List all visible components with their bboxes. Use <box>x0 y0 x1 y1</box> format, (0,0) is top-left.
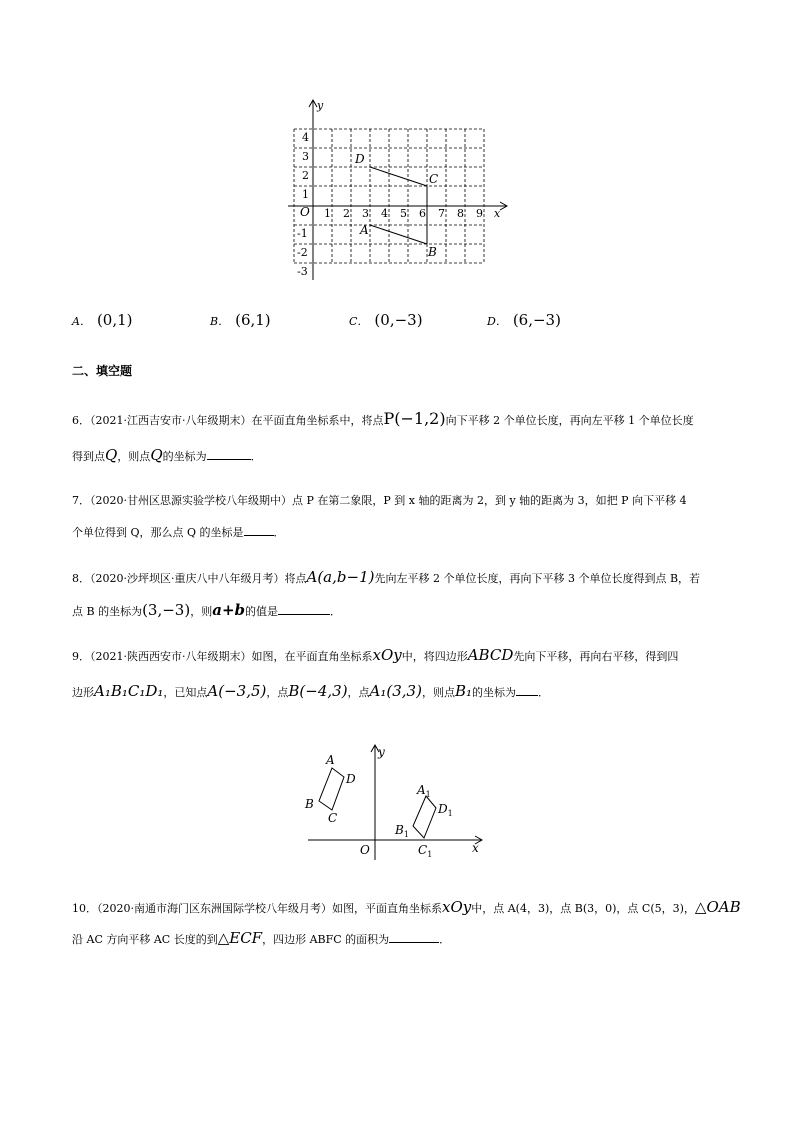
point-label-c: C <box>429 172 439 186</box>
question-6 <box>72 410 732 470</box>
question-10 <box>72 898 741 948</box>
q9-text: ，点 <box>347 686 370 699</box>
q6-math: P(−1,2) <box>383 409 446 428</box>
x-tick: 5 <box>400 207 407 220</box>
q9-math: A₁(3,3) <box>369 682 422 700</box>
question-9 <box>72 646 732 706</box>
q6-text: 得到点 <box>72 450 105 463</box>
q10-math: △OAB <box>694 898 741 916</box>
q9-text: 9．（2021·陕西西安市·八年级期末）如图，在平面直角坐标系 <box>72 650 373 663</box>
y-tick: -1 <box>297 227 308 240</box>
q10-text: ． <box>439 933 451 946</box>
q8-text: 的值是 <box>245 605 278 618</box>
point-label-d1: $D_1$ <box>438 802 453 818</box>
point-label-d: D <box>355 152 365 166</box>
q6-math: Q <box>105 446 118 464</box>
q9-math: xOy <box>372 646 402 664</box>
q6-text: ，则点 <box>117 450 151 463</box>
q9-math: B₁ <box>454 682 472 700</box>
figure-grid-coordinate <box>280 95 520 285</box>
q7-text: ． <box>273 526 285 539</box>
q10-text: 中，点 A(4，3)，点 B(3，0)，点 C(5，3)， <box>471 902 695 915</box>
option-label: A． <box>72 315 91 328</box>
point-label-b: B <box>305 797 314 811</box>
x-tick: 7 <box>438 207 445 220</box>
q8-math: (3,−3) <box>142 601 191 619</box>
x-tick: 8 <box>457 207 464 220</box>
q9-text: ，点 <box>266 686 289 699</box>
q10-text: 10．（2020·南通市海门区东洲国际学校八年级月考）如图，平面直角坐标系 <box>72 902 442 915</box>
option-label: C． <box>349 315 369 328</box>
q8-math: A(a,b−1) <box>306 568 375 586</box>
q9-text: ． <box>538 686 549 699</box>
q9-text: ，已知点 <box>163 686 208 699</box>
q6-text: 向下平移 2 个单位长度，再向左平移 1 个单位长度 <box>445 414 694 427</box>
answer-blank[interactable] <box>278 604 330 615</box>
q9-text: 先向下平移，再向右平移，得到四 <box>513 650 679 663</box>
point-label-d: D <box>346 772 356 786</box>
option-d[interactable] <box>487 310 561 329</box>
point-label-b: B <box>428 245 437 259</box>
x-tick: 9 <box>476 207 483 220</box>
question-7 <box>72 494 732 544</box>
point-label-c1: $C_1$ <box>418 843 433 859</box>
q7-text: 7．（2020·甘州区思源实验学校八年级期中）点 P 在第二象限，P 到 x 轴的距离为 2，到 y 轴的距离为 3，如把 P 向下平移 4 <box>72 494 687 507</box>
point-label-a: A <box>360 223 369 237</box>
point-label-a: A <box>326 753 335 767</box>
q8-text: ，则 <box>190 605 213 618</box>
q9-math: ABCD <box>467 646 514 664</box>
x-tick: 2 <box>343 207 350 220</box>
x-axis-label: x <box>472 841 479 855</box>
x-tick: 6 <box>419 207 426 220</box>
x-axis-label: x <box>494 207 501 220</box>
x-tick: 3 <box>362 207 369 220</box>
q9-text: 中，将四边形 <box>401 650 468 663</box>
option-value: (6,−3) <box>512 311 561 329</box>
point-label-a1: $A_1$ <box>417 783 431 799</box>
y-tick: -3 <box>297 265 308 278</box>
origin-label: O <box>360 843 370 857</box>
y-tick: -2 <box>297 246 308 259</box>
option-value: (6,1) <box>235 311 271 329</box>
q10-math: △ECF <box>217 929 263 947</box>
y-tick: 4 <box>302 131 309 144</box>
q8-text: 先向左平移 2 个单位长度，再向下平移 3 个单位长度得到点 B，若 <box>374 572 701 585</box>
q8-text: ． <box>330 605 341 618</box>
q6-text: 6．（2021·江西吉安市·八年级期末）在平面直角坐标系中，将点 <box>72 414 384 427</box>
y-tick: 2 <box>302 169 309 182</box>
q9-math: B(−4,3) <box>288 682 348 700</box>
point-label-b1: $B_1$ <box>395 823 409 839</box>
option-value: (0,−3) <box>374 311 423 329</box>
section-title: 二、填空题 <box>72 364 133 378</box>
y-tick: 3 <box>302 150 309 163</box>
origin-label: O <box>300 205 310 219</box>
answer-blank[interactable] <box>244 525 274 536</box>
q8-text: 点 B 的坐标为 <box>72 605 143 618</box>
x-tick: 4 <box>381 207 388 220</box>
y-tick: 1 <box>302 188 309 201</box>
q6-math: Q <box>150 446 163 464</box>
option-label: D． <box>487 315 507 328</box>
q8-text: 8．（2020·沙坪坝区·重庆八中八年级月考）将点 <box>72 572 307 585</box>
figure-quadrilateral-translation <box>296 742 496 866</box>
answer-blank[interactable] <box>207 449 251 460</box>
q9-math: A₁B₁C₁D₁ <box>94 682 164 700</box>
q8-math: a+b <box>212 601 245 619</box>
answer-blank[interactable] <box>516 685 538 696</box>
option-a[interactable] <box>72 310 133 329</box>
option-value: (0,1) <box>96 311 133 329</box>
q7-text: 个单位得到 Q，那么点 Q 的坐标是 <box>72 526 244 539</box>
option-c[interactable] <box>349 310 423 329</box>
q9-text: ，则点 <box>421 686 455 699</box>
option-label: B． <box>210 315 230 328</box>
q6-text: ． <box>250 450 262 463</box>
q9-math: A(−3,5) <box>207 682 267 700</box>
q9-text: 的坐标为 <box>472 686 516 699</box>
q10-text: ，四边形 ABFC 的面积为 <box>262 933 390 946</box>
q10-text: 沿 AC 方向平移 AC 长度的到 <box>72 933 218 946</box>
q9-text: 边形 <box>72 686 94 699</box>
q10-math: xOy <box>442 898 472 916</box>
q6-text: 的坐标为 <box>162 450 207 463</box>
y-axis-label: y <box>317 99 324 112</box>
question-8 <box>72 568 732 628</box>
answer-blank[interactable] <box>389 932 439 943</box>
x-tick: 1 <box>324 207 331 220</box>
point-label-c: C <box>328 811 338 825</box>
option-b[interactable] <box>210 310 271 329</box>
y-axis-label: y <box>378 745 385 759</box>
